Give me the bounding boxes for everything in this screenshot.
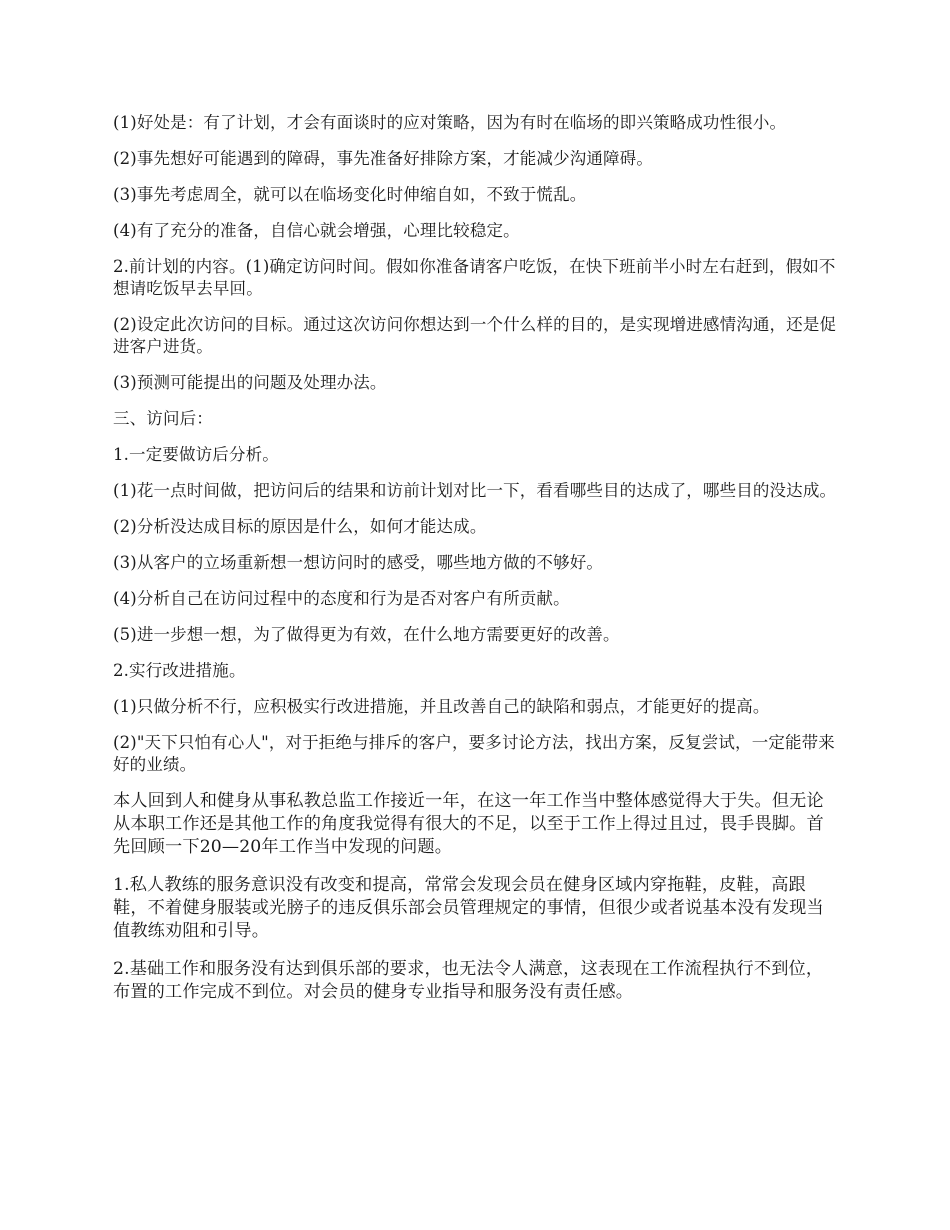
paragraph-improve-heading: 2.实行改进措施。 <box>113 661 246 680</box>
paragraph-benefit-2: (2)事先想好可能遇到的障碍，事先准备好排除方案，才能减少沟通障碍。 <box>113 149 653 168</box>
paragraph-analysis-3: (3)从客户的立场重新想一想访问时的感受，哪些地方做的不够好。 <box>113 553 604 572</box>
paragraph-analysis-heading: 1.一定要做访后分析。 <box>113 445 279 464</box>
document-body <box>113 112 838 1019</box>
paragraph-improve-2: (2)"天下只怕有心人"，对于拒绝与排斥的客户，要多讨论方法，找出方案，反复尝试，一定能带来好的业绩。 <box>113 733 835 774</box>
paragraph-summary-intro: 本人回到人和健身从事私教总监工作接近一年，在这一年工作当中整体感觉得大于失。但无论从本职工作还是其他工作的角度我觉得有很大的不足，以至于工作上得过且过，畏手畏脚。首先回顾一下20—20年工作当中发现的问题。 <box>113 791 824 857</box>
paragraph-analysis-2: (2)分析没达成目标的原因是什么，如何才能达成。 <box>113 517 487 536</box>
paragraph-benefit-3: (3)事先考虑周全，就可以在临场变化时伸缩自如，不致于慌乱。 <box>113 185 587 204</box>
paragraph-benefit-1: (1)好处是：有了计划，才会有面谈时的应对策略，因为有时在临场的即兴策略成功性很小。 <box>113 113 787 132</box>
section-heading-after-visit: 三、访问后： <box>113 409 213 428</box>
paragraph-problem-2: 2.基础工作和服务没有达到俱乐部的要求，也无法令人满意，这表现在工作流程执行不到位，布置的工作完成不到位。对会员的健身专业指导和服务没有责任感。 <box>113 959 824 1002</box>
paragraph-plan-goal: (2)设定此次访问的目标。通过这次访问你想达到一个什么样的目的，是实现增进感情沟通，还是促进客户进货。 <box>113 315 837 356</box>
paragraph-analysis-4: (4)分析自己在访问过程中的态度和行为是否对客户有所贡献。 <box>113 589 570 608</box>
paragraph-problem-1: 1.私人教练的服务意识没有改变和提高，常常会发现会员在健身区域内穿拖鞋，皮鞋，高跟鞋，不着健身服装或光膀子的违反俱乐部会员管理规定的事情，但很少或者说基本没有发现当值教练劝阻和引导。 <box>113 875 824 941</box>
paragraph-benefit-4: (4)有了充分的准备，自信心就会增强，心理比较稳定。 <box>113 221 520 240</box>
paragraph-improve-1: (1)只做分析不行，应积极实行改进措施，并且改善自己的缺陷和弱点，才能更好的提高。 <box>113 697 770 716</box>
paragraph-plan-content: 2.前计划的内容。(1)确定访问时间。假如你准备请客户吃饭，在快下班前半小时左右赶到，假如不想请吃饭早去早回。 <box>113 257 836 298</box>
paragraph-plan-questions: (3)预测可能提出的问题及处理办法。 <box>113 373 387 392</box>
paragraph-analysis-5: (5)进一步想一想，为了做得更为有效，在什么地方需要更好的改善。 <box>113 625 620 644</box>
paragraph-analysis-1: (1)花一点时间做，把访问后的结果和访前计划对比一下，看看哪些目的达成了，哪些目的没达成。 <box>113 481 837 500</box>
